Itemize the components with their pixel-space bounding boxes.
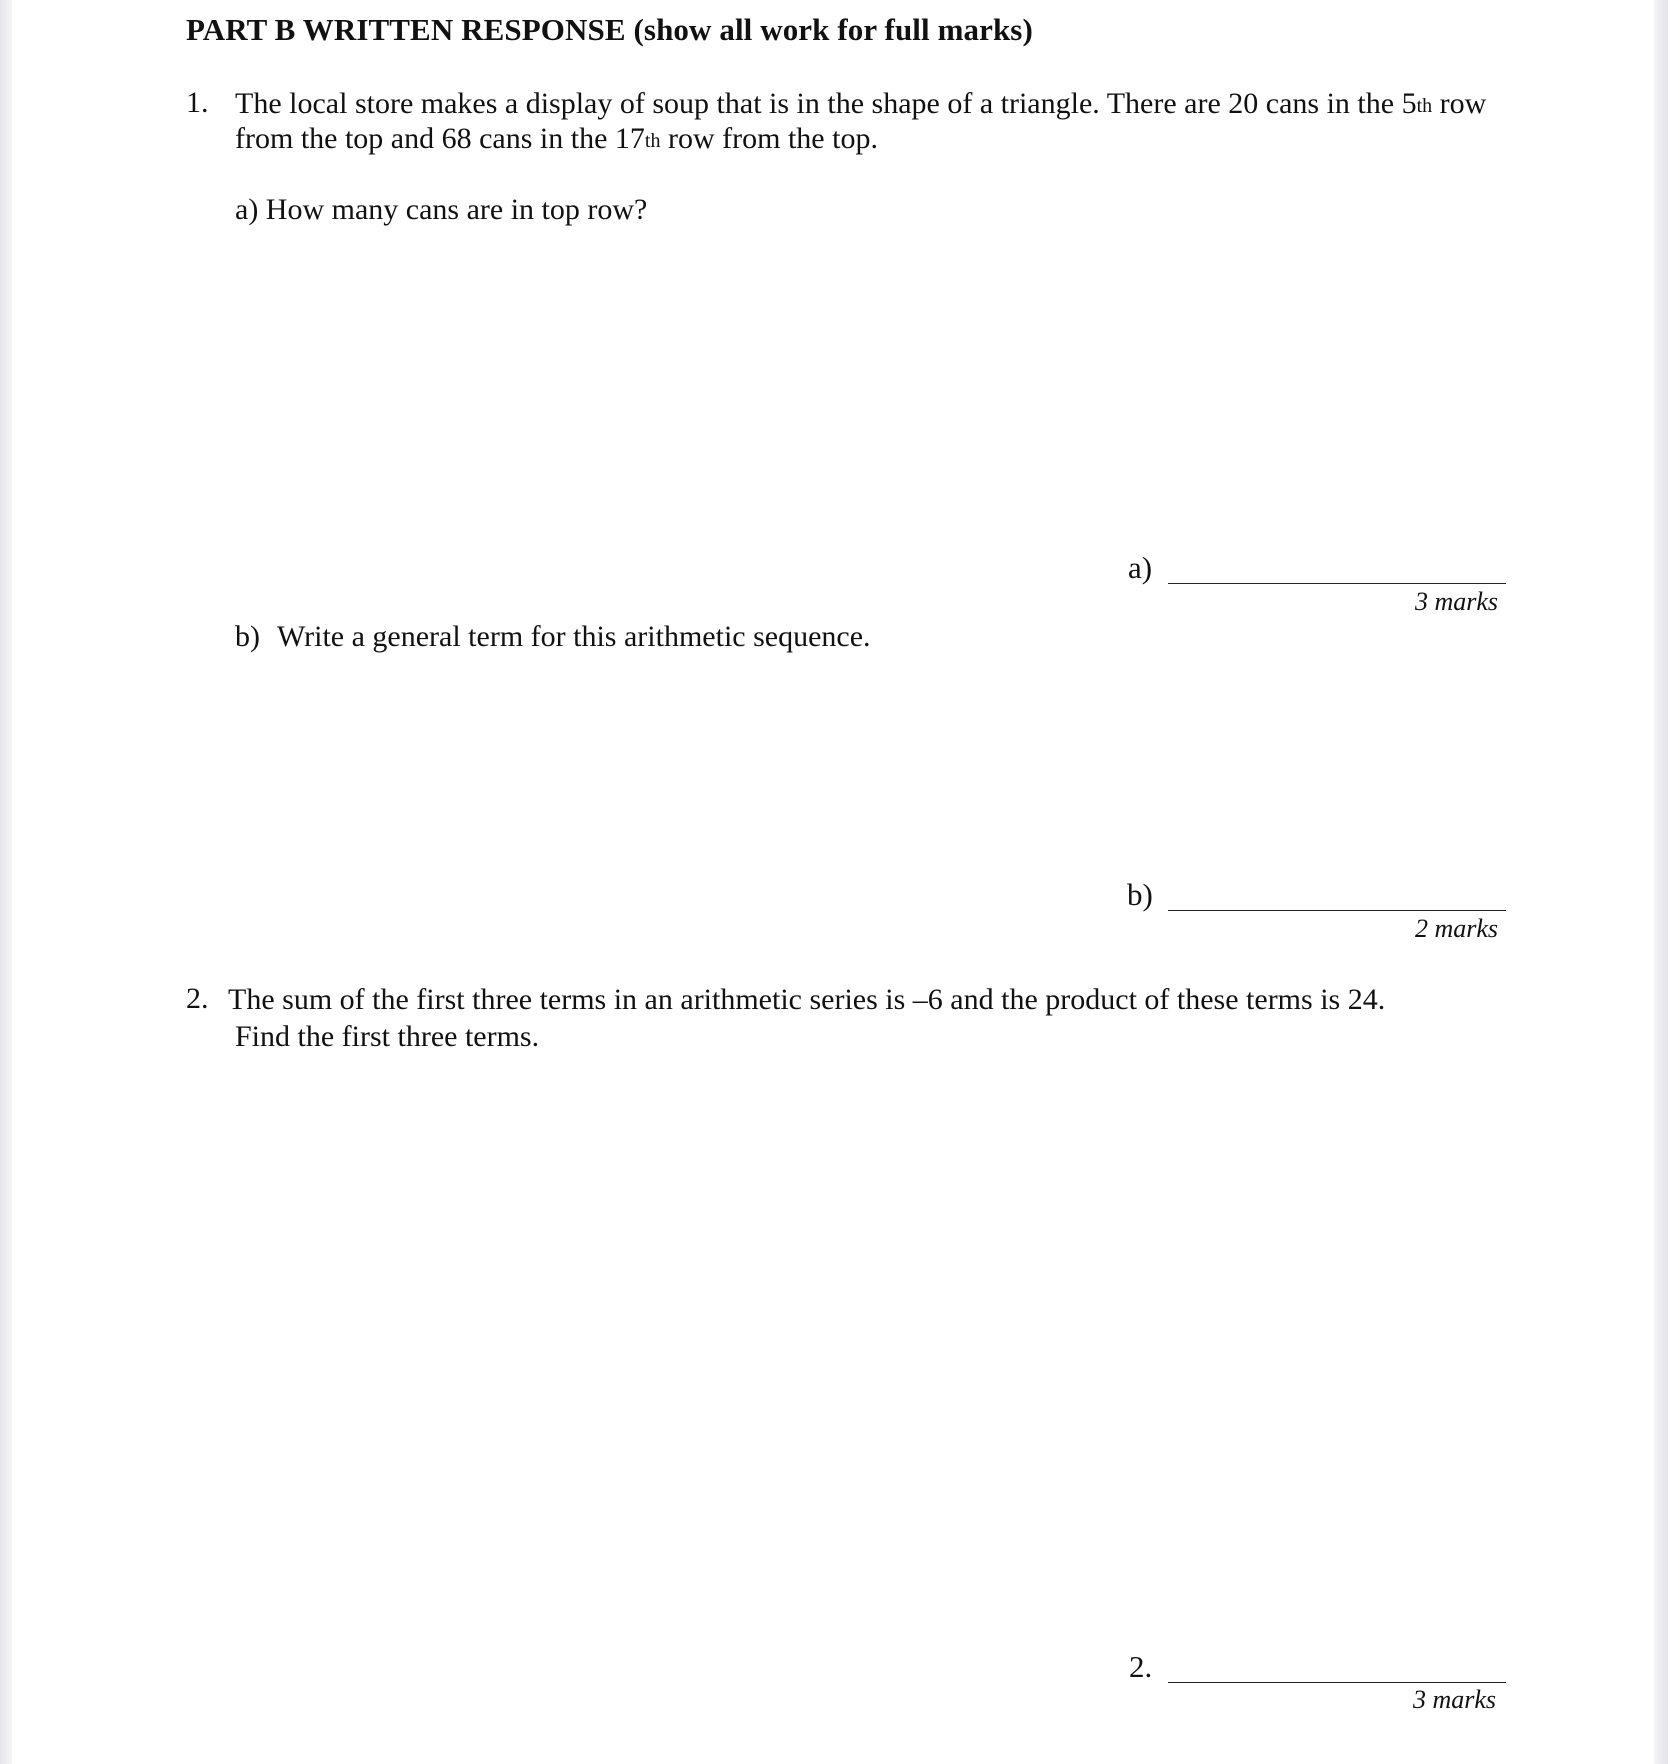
ordinal-suffix: th [1416,95,1433,117]
page-heading: PART B WRITTEN RESPONSE (show all work for full marks) [186,12,1033,47]
question-1-line-1 [235,86,1486,125]
answer-a-label: a) [1128,550,1153,585]
question-2-number: 2. [186,982,209,1015]
question-1b-prompt: Write a general term for this arithmetic sequence. [277,620,871,653]
question-1b-letter: b) [235,620,260,653]
question-1-line-2-end: row from the top. [660,122,878,155]
question-2-line-1: The sum of the first three terms in an arithmetic series is –6 and the product of these terms is 24. [228,983,1386,1016]
answer-b-marks: 2 marks [1415,914,1499,943]
answer-2-label: 2. [1129,1649,1153,1684]
page-right-margin [1654,0,1668,1764]
question-1-line-2-text: from the top and 68 cans in the 17 [235,122,645,155]
question-1-line-1-end: row [1432,87,1487,120]
page-left-margin [0,0,12,1764]
answer-b-label: b) [1127,877,1153,912]
question-1-line-1-text: The local store makes a display of soup that is in the shape of a triangle. There are 20 cans in the 5 [235,87,1417,120]
question-1-number: 1. [186,86,209,119]
answer-2-line[interactable] [1168,1682,1506,1683]
answer-b-line[interactable] [1168,910,1506,911]
answer-a-line[interactable] [1168,583,1506,584]
answer-a-marks: 3 marks [1415,587,1499,616]
answer-2-marks: 3 marks [1413,1685,1497,1714]
question-1-line-2 [235,121,878,160]
question-2-line-2: Find the first three terms. [235,1020,540,1053]
ordinal-suffix: th [644,130,661,152]
question-1a-prompt: a) How many cans are in top row? [235,193,648,226]
